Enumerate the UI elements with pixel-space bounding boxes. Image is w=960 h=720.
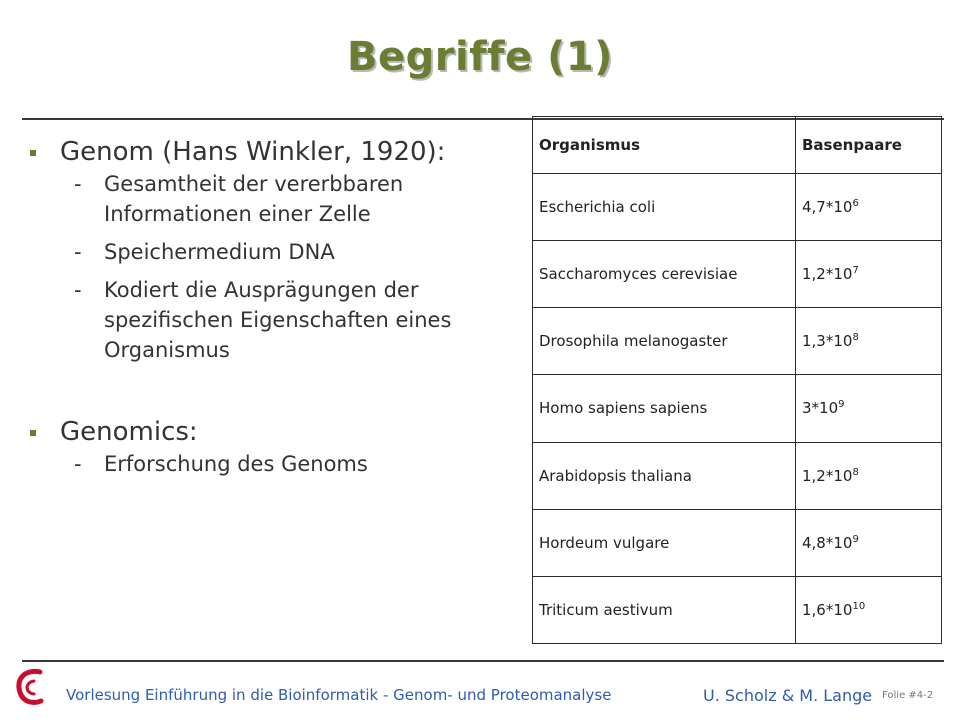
list-item: - Speichermedium DNA [74,237,510,267]
organism-cell: Arabidopsis thaliana [533,442,796,509]
table-row [533,308,942,375]
organism-cell: Drosophila melanogaster [533,308,796,375]
sub-list [30,169,510,365]
footer-authors: U. Scholz & M. Lange [703,686,873,705]
dash-marker: - [74,240,82,264]
sub-list [30,449,510,479]
list-item: - Kodiert die Ausprägungen der spezifischen Eigenschaften eines Organismus [74,275,510,365]
organism-cell: Hordeum vulgare [533,509,796,576]
column-header-organism: Organismus [533,117,796,174]
table-row [533,375,942,442]
table-row [533,442,942,509]
square-bullet-icon [30,430,36,436]
university-logo-icon [14,668,44,706]
footer-divider [22,660,944,662]
organism-cell: Saccharomyces cerevisiae [533,241,796,308]
slide-title: Begriffe (1) [347,34,613,80]
basepairs-cell: $4,7*10^6$ [796,174,942,241]
basepairs-cell: $1,3*10^8$ [796,308,942,375]
dash-marker: - [74,172,82,196]
bullet-content [30,135,510,489]
table-row [533,576,942,643]
bullet-genom [30,135,510,365]
basepairs-cell: $1,2*10^8$ [796,442,942,509]
basepairs-cell: $3*10^9$ [796,375,942,442]
table-row [533,241,942,308]
basepairs-cell: $1,2*10^7$ [796,241,942,308]
organism-table [532,116,942,644]
list-item: - Erforschung des Genoms [74,449,510,479]
basepairs-cell: $1,6*10^{10}$ [796,576,942,643]
organism-cell: Triticum aestivum [533,576,796,643]
basepairs-cell: $4,8*10^9$ [796,509,942,576]
organism-cell: Homo sapiens sapiens [533,375,796,442]
organism-cell: Escherichia coli [533,174,796,241]
footer-lecture-title: Vorlesung Einführung in die Bioinformatik - Genom- und Proteomanalyse [66,686,612,704]
table-row [533,509,942,576]
table-row [533,174,942,241]
square-bullet-icon [30,150,36,156]
list-item: - Gesamtheit der vererbbaren Informationen einer Zelle [74,169,510,229]
dash-marker: - [74,452,82,476]
bullet-heading: Genom (Hans Winkler, 1920): [60,137,446,167]
dash-marker: - [74,278,82,302]
column-header-basepairs: Basenpaare [796,117,942,174]
bullet-genomics [30,415,510,479]
table-header-row [533,117,942,174]
bullet-heading: Genomics: [60,417,198,447]
slide-number: Folie #4-2 [882,690,934,701]
